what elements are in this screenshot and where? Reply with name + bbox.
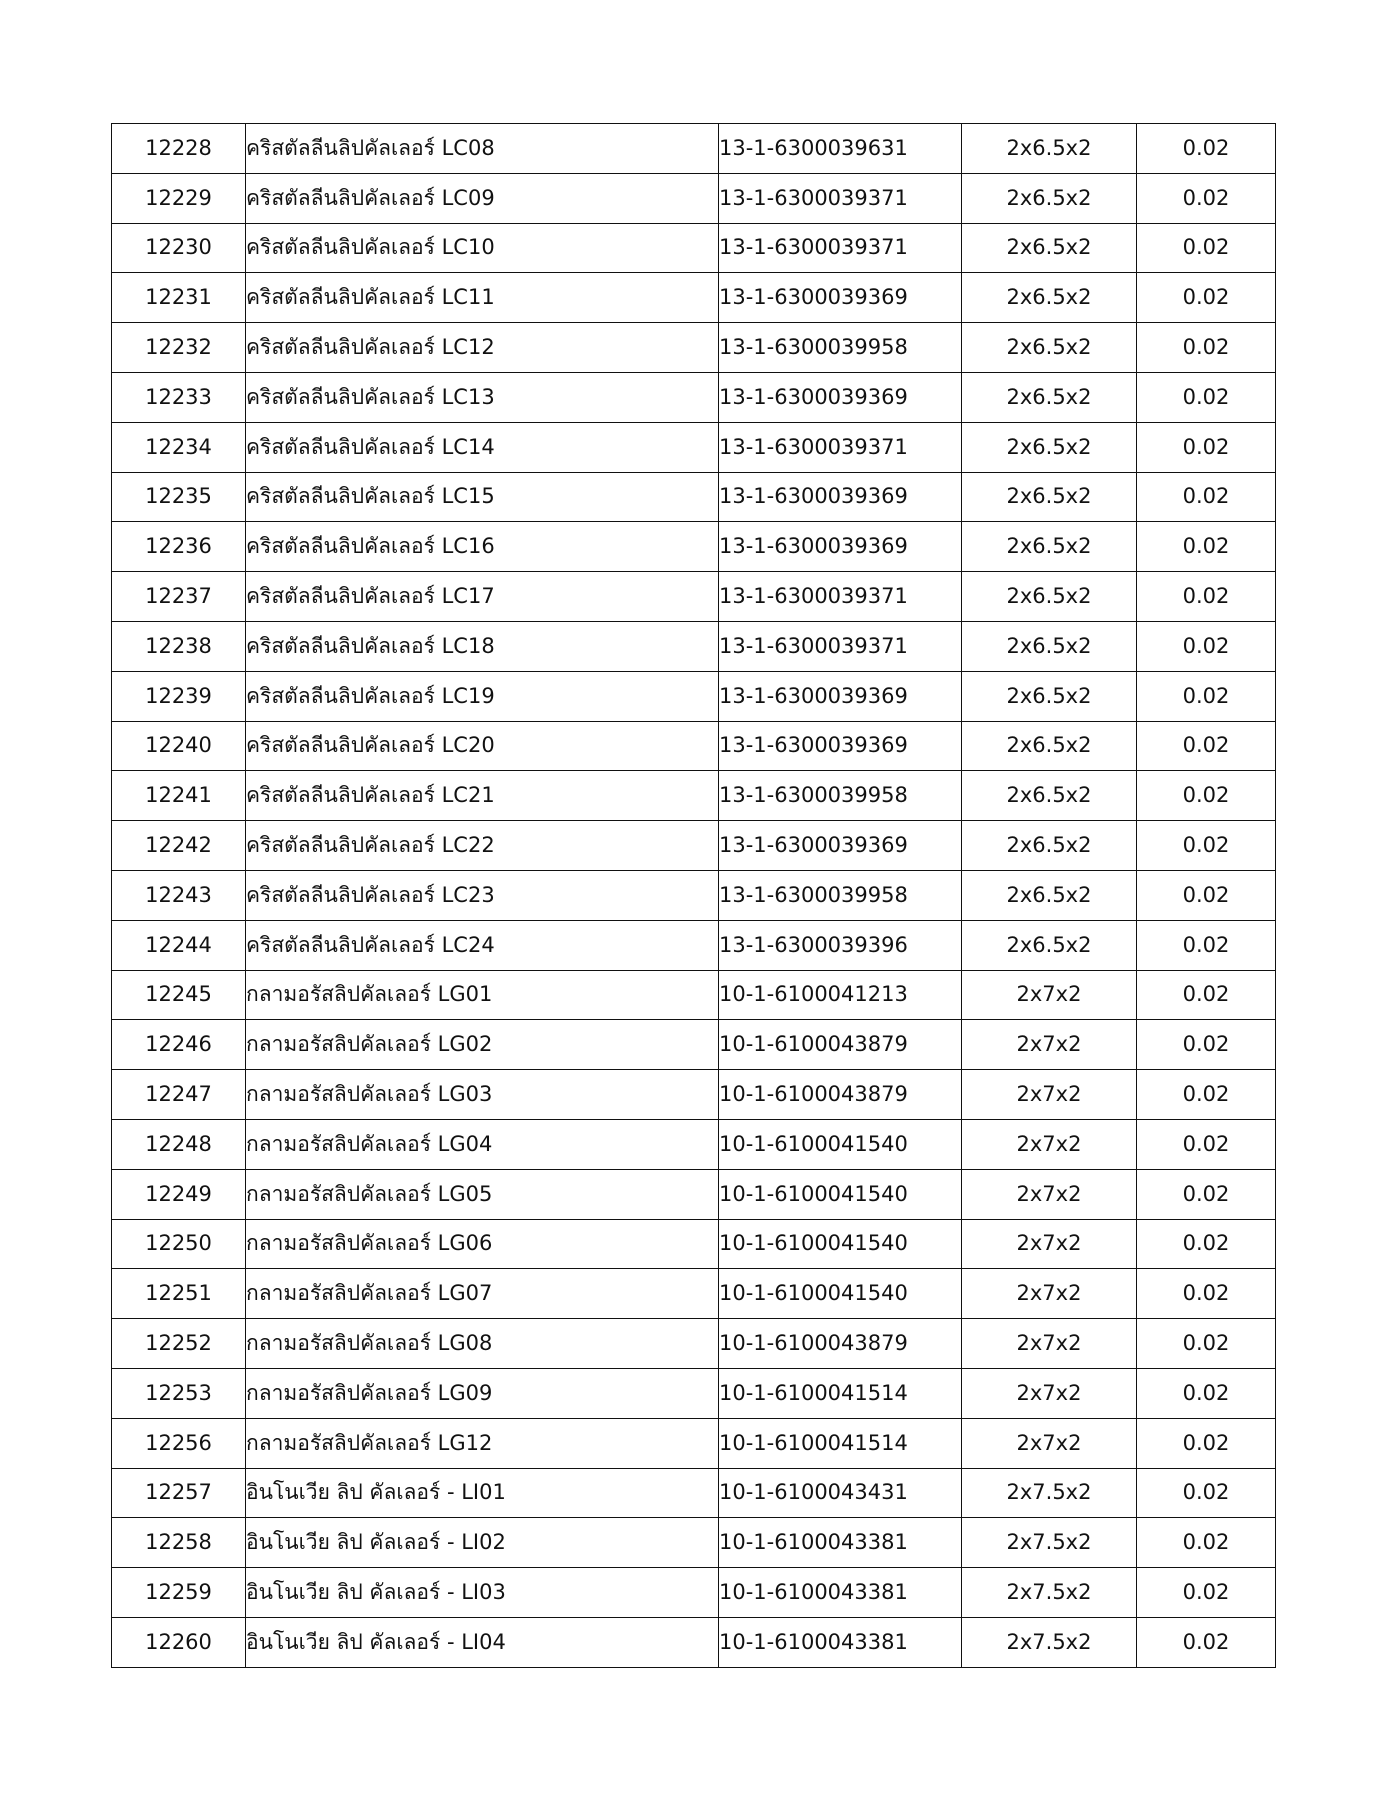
product-name-cell: คริสตัลลีนลิปคัลเลอร์ LC19	[246, 671, 719, 721]
table-row	[112, 273, 1276, 323]
product-name-cell: คริสตัลลีนลิปคัลเลอร์ LC10	[246, 223, 719, 273]
product-code-cell: 10-1-6100043879	[719, 1020, 962, 1070]
weight-cell: 0.02	[1137, 1219, 1276, 1269]
weight-cell: 0.02	[1137, 1020, 1276, 1070]
dimensions-cell: 2x6.5x2	[962, 920, 1137, 970]
dimensions-cell: 2x6.5x2	[962, 124, 1137, 174]
product-name-cell: คริสตัลลีนลิปคัลเลอร์ LC17	[246, 572, 719, 622]
dimensions-cell: 2x7.5x2	[962, 1468, 1137, 1518]
product-name-cell: คริสตัลลีนลิปคัลเลอร์ LC11	[246, 273, 719, 323]
weight-cell: 0.02	[1137, 273, 1276, 323]
weight-cell: 0.02	[1137, 1169, 1276, 1219]
product-code-cell: 10-1-6100041540	[719, 1219, 962, 1269]
weight-cell: 0.02	[1137, 472, 1276, 522]
item-id-cell: 12252	[112, 1319, 246, 1369]
table-row	[112, 323, 1276, 373]
product-code-cell: 13-1-6300039371	[719, 572, 962, 622]
dimensions-cell: 2x6.5x2	[962, 821, 1137, 871]
table-row	[112, 1368, 1276, 1418]
product-code-cell: 10-1-6100043879	[719, 1070, 962, 1120]
weight-cell: 0.02	[1137, 422, 1276, 472]
weight-cell: 0.02	[1137, 870, 1276, 920]
table-row	[112, 1070, 1276, 1120]
weight-cell: 0.02	[1137, 771, 1276, 821]
dimensions-cell: 2x7x2	[962, 970, 1137, 1020]
item-id-cell: 12234	[112, 422, 246, 472]
table-row	[112, 1269, 1276, 1319]
dimensions-cell: 2x7x2	[962, 1020, 1137, 1070]
product-name-cell: กลามอรัสลิปคัลเลอร์ LG07	[246, 1269, 719, 1319]
item-id-cell: 12238	[112, 621, 246, 671]
dimensions-cell: 2x6.5x2	[962, 522, 1137, 572]
product-name-cell: คริสตัลลีนลิปคัลเลอร์ LC20	[246, 721, 719, 771]
dimensions-cell: 2x7x2	[962, 1219, 1137, 1269]
product-name-cell: กลามอรัสลิปคัลเลอร์ LG01	[246, 970, 719, 1020]
dimensions-cell: 2x7x2	[962, 1269, 1137, 1319]
product-code-cell: 13-1-6300039958	[719, 323, 962, 373]
product-name-cell: คริสตัลลีนลิปคัลเลอร์ LC22	[246, 821, 719, 871]
dimensions-cell: 2x6.5x2	[962, 771, 1137, 821]
table-row	[112, 1418, 1276, 1468]
dimensions-cell: 2x7.5x2	[962, 1617, 1137, 1667]
product-code-cell: 13-1-6300039371	[719, 621, 962, 671]
table-row	[112, 721, 1276, 771]
dimensions-cell: 2x6.5x2	[962, 572, 1137, 622]
dimensions-cell: 2x6.5x2	[962, 721, 1137, 771]
item-id-cell: 12247	[112, 1070, 246, 1120]
product-code-cell: 10-1-6100041540	[719, 1269, 962, 1319]
table-row	[112, 771, 1276, 821]
table-row	[112, 920, 1276, 970]
weight-cell: 0.02	[1137, 970, 1276, 1020]
weight-cell: 0.02	[1137, 124, 1276, 174]
dimensions-cell: 2x7x2	[962, 1319, 1137, 1369]
product-code-cell: 13-1-6300039369	[719, 671, 962, 721]
weight-cell: 0.02	[1137, 1518, 1276, 1568]
table-row	[112, 173, 1276, 223]
table-row	[112, 1319, 1276, 1369]
weight-cell: 0.02	[1137, 173, 1276, 223]
item-id-cell: 12241	[112, 771, 246, 821]
product-code-cell: 13-1-6300039369	[719, 821, 962, 871]
item-id-cell: 12230	[112, 223, 246, 273]
item-id-cell: 12258	[112, 1518, 246, 1568]
dimensions-cell: 2x6.5x2	[962, 223, 1137, 273]
product-name-cell: กลามอรัสลิปคัลเลอร์ LG08	[246, 1319, 719, 1369]
dimensions-cell: 2x6.5x2	[962, 323, 1137, 373]
product-code-cell: 13-1-6300039396	[719, 920, 962, 970]
product-code-cell: 10-1-6100041540	[719, 1169, 962, 1219]
table-row	[112, 621, 1276, 671]
product-name-cell: คริสตัลลีนลิปคัลเลอร์ LC21	[246, 771, 719, 821]
product-code-cell: 13-1-6300039371	[719, 223, 962, 273]
product-name-cell: กลามอรัสลิปคัลเลอร์ LG05	[246, 1169, 719, 1219]
item-id-cell: 12239	[112, 671, 246, 721]
item-id-cell: 12244	[112, 920, 246, 970]
table-row	[112, 1169, 1276, 1219]
table-row	[112, 422, 1276, 472]
dimensions-cell: 2x6.5x2	[962, 372, 1137, 422]
weight-cell: 0.02	[1137, 1269, 1276, 1319]
item-id-cell: 12242	[112, 821, 246, 871]
product-name-cell: คริสตัลลีนลิปคัลเลอร์ LC14	[246, 422, 719, 472]
product-table	[111, 123, 1276, 1668]
weight-cell: 0.02	[1137, 572, 1276, 622]
table-body	[112, 124, 1276, 1668]
dimensions-cell: 2x7x2	[962, 1368, 1137, 1418]
product-code-cell: 13-1-6300039371	[719, 173, 962, 223]
product-code-cell: 13-1-6300039369	[719, 273, 962, 323]
product-name-cell: คริสตัลลีนลิปคัลเลอร์ LC15	[246, 472, 719, 522]
weight-cell: 0.02	[1137, 223, 1276, 273]
dimensions-cell: 2x7x2	[962, 1119, 1137, 1169]
weight-cell: 0.02	[1137, 721, 1276, 771]
product-name-cell: กลามอรัสลิปคัลเลอร์ LG12	[246, 1418, 719, 1468]
dimensions-cell: 2x6.5x2	[962, 671, 1137, 721]
product-code-cell: 10-1-6100041514	[719, 1418, 962, 1468]
weight-cell: 0.02	[1137, 1119, 1276, 1169]
weight-cell: 0.02	[1137, 1568, 1276, 1618]
product-code-cell: 13-1-6300039369	[719, 721, 962, 771]
product-name-cell: คริสตัลลีนลิปคัลเลอร์ LC09	[246, 173, 719, 223]
table-row	[112, 821, 1276, 871]
dimensions-cell: 2x7x2	[962, 1070, 1137, 1120]
dimensions-cell: 2x7x2	[962, 1169, 1137, 1219]
product-code-cell: 13-1-6300039371	[719, 422, 962, 472]
table-row	[112, 372, 1276, 422]
item-id-cell: 12257	[112, 1468, 246, 1518]
item-id-cell: 12259	[112, 1568, 246, 1618]
product-code-cell: 10-1-6100043381	[719, 1617, 962, 1667]
dimensions-cell: 2x6.5x2	[962, 173, 1137, 223]
table-row	[112, 124, 1276, 174]
product-name-cell: กลามอรัสลิปคัลเลอร์ LG04	[246, 1119, 719, 1169]
table-row	[112, 970, 1276, 1020]
product-name-cell: อินโนเวีย ลิป คัลเลอร์ - LI02	[246, 1518, 719, 1568]
item-id-cell: 12250	[112, 1219, 246, 1269]
weight-cell: 0.02	[1137, 1468, 1276, 1518]
product-code-cell: 13-1-6300039958	[719, 870, 962, 920]
product-code-cell: 10-1-6100043879	[719, 1319, 962, 1369]
product-code-cell: 10-1-6100041540	[719, 1119, 962, 1169]
item-id-cell: 12245	[112, 970, 246, 1020]
product-name-cell: คริสตัลลีนลิปคัลเลอร์ LC08	[246, 124, 719, 174]
weight-cell: 0.02	[1137, 323, 1276, 373]
weight-cell: 0.02	[1137, 671, 1276, 721]
item-id-cell: 12232	[112, 323, 246, 373]
weight-cell: 0.02	[1137, 1617, 1276, 1667]
weight-cell: 0.02	[1137, 621, 1276, 671]
product-name-cell: คริสตัลลีนลิปคัลเลอร์ LC23	[246, 870, 719, 920]
weight-cell: 0.02	[1137, 1070, 1276, 1120]
dimensions-cell: 2x6.5x2	[962, 621, 1137, 671]
product-name-cell: คริสตัลลีนลิปคัลเลอร์ LC16	[246, 522, 719, 572]
dimensions-cell: 2x6.5x2	[962, 870, 1137, 920]
item-id-cell: 12228	[112, 124, 246, 174]
product-code-cell: 13-1-6300039369	[719, 472, 962, 522]
weight-cell: 0.02	[1137, 1418, 1276, 1468]
product-code-cell: 13-1-6300039369	[719, 372, 962, 422]
dimensions-cell: 2x6.5x2	[962, 273, 1137, 323]
product-code-cell: 10-1-6100041514	[719, 1368, 962, 1418]
dimensions-cell: 2x7.5x2	[962, 1568, 1137, 1618]
dimensions-cell: 2x7x2	[962, 1418, 1137, 1468]
item-id-cell: 12253	[112, 1368, 246, 1418]
item-id-cell: 12229	[112, 173, 246, 223]
product-name-cell: กลามอรัสลิปคัลเลอร์ LG06	[246, 1219, 719, 1269]
dimensions-cell: 2x6.5x2	[962, 472, 1137, 522]
item-id-cell: 12233	[112, 372, 246, 422]
table-row	[112, 1020, 1276, 1070]
product-name-cell: กลามอรัสลิปคัลเลอร์ LG03	[246, 1070, 719, 1120]
product-name-cell: อินโนเวีย ลิป คัลเลอร์ - LI03	[246, 1568, 719, 1618]
table-row	[112, 572, 1276, 622]
weight-cell: 0.02	[1137, 1319, 1276, 1369]
item-id-cell: 12249	[112, 1169, 246, 1219]
product-code-cell: 10-1-6100041213	[719, 970, 962, 1020]
weight-cell: 0.02	[1137, 920, 1276, 970]
product-name-cell: อินโนเวีย ลิป คัลเลอร์ - LI04	[246, 1617, 719, 1667]
product-name-cell: กลามอรัสลิปคัลเลอร์ LG02	[246, 1020, 719, 1070]
item-id-cell: 12256	[112, 1418, 246, 1468]
table-row	[112, 472, 1276, 522]
table-row	[112, 1568, 1276, 1618]
table-row	[112, 522, 1276, 572]
product-code-cell: 13-1-6300039958	[719, 771, 962, 821]
item-id-cell: 12251	[112, 1269, 246, 1319]
table-row	[112, 223, 1276, 273]
item-id-cell: 12240	[112, 721, 246, 771]
table-row	[112, 671, 1276, 721]
product-name-cell: คริสตัลลีนลิปคัลเลอร์ LC18	[246, 621, 719, 671]
item-id-cell: 12236	[112, 522, 246, 572]
product-name-cell: กลามอรัสลิปคัลเลอร์ LG09	[246, 1368, 719, 1418]
product-code-cell: 10-1-6100043431	[719, 1468, 962, 1518]
product-code-cell: 13-1-6300039369	[719, 522, 962, 572]
product-name-cell: คริสตัลลีนลิปคัลเลอร์ LC13	[246, 372, 719, 422]
item-id-cell: 12235	[112, 472, 246, 522]
table-row	[112, 1468, 1276, 1518]
weight-cell: 0.02	[1137, 372, 1276, 422]
table-row	[112, 870, 1276, 920]
weight-cell: 0.02	[1137, 1368, 1276, 1418]
item-id-cell: 12260	[112, 1617, 246, 1667]
dimensions-cell: 2x7.5x2	[962, 1518, 1137, 1568]
weight-cell: 0.02	[1137, 821, 1276, 871]
table-row	[112, 1617, 1276, 1667]
item-id-cell: 12237	[112, 572, 246, 622]
table-row	[112, 1518, 1276, 1568]
product-name-cell: คริสตัลลีนลิปคัลเลอร์ LC24	[246, 920, 719, 970]
product-code-cell: 10-1-6100043381	[719, 1568, 962, 1618]
product-code-cell: 10-1-6100043381	[719, 1518, 962, 1568]
table-row	[112, 1119, 1276, 1169]
weight-cell: 0.02	[1137, 522, 1276, 572]
dimensions-cell: 2x6.5x2	[962, 422, 1137, 472]
table-row	[112, 1219, 1276, 1269]
item-id-cell: 12243	[112, 870, 246, 920]
item-id-cell: 12248	[112, 1119, 246, 1169]
item-id-cell: 12246	[112, 1020, 246, 1070]
product-name-cell: คริสตัลลีนลิปคัลเลอร์ LC12	[246, 323, 719, 373]
product-code-cell: 13-1-6300039631	[719, 124, 962, 174]
product-name-cell: อินโนเวีย ลิป คัลเลอร์ - LI01	[246, 1468, 719, 1518]
item-id-cell: 12231	[112, 273, 246, 323]
